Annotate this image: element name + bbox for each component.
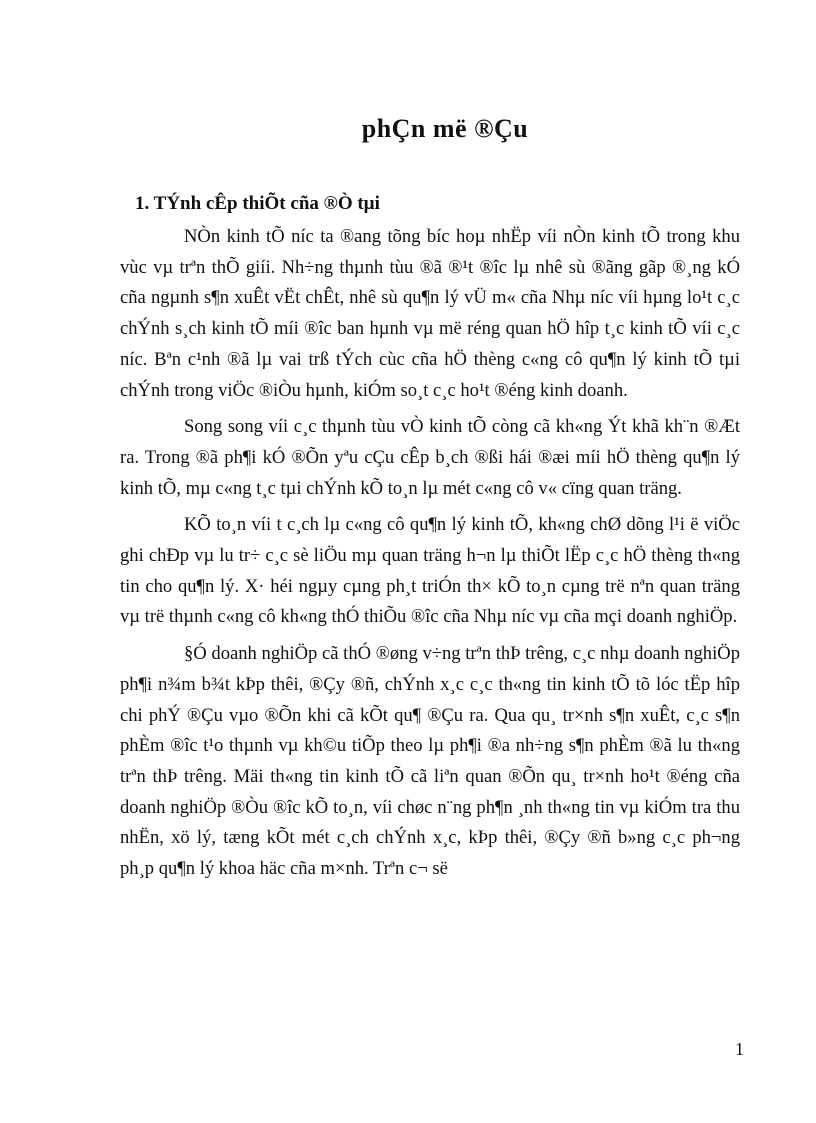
- paragraph: §Ó doanh nghiÖp cã thÓ ®øng v÷ng trªn thÞ trêng, c¸c nhµ doanh nghiÖp ph¶i n¾m b¾t kÞp thêi, ®Çy ®ñ, chÝnh x¸c c¸c th«ng tin kinh tÕ tõ lóc tËp hîp chi phÝ ®Çu vµo ®Õn khi cã kÕt qu¶ ®Çu ra. Qua qu¸ tr×nh s¶n xuÊt, c¸c s¶n phÈm ®îc t¹o thµnh vµ kh©u tiÕp theo lµ ph¶i ®a nh÷ng s¶n phÈm ®ã lu th«ng trªn thÞ trêng. Mäi th«ng tin kinh tÕ cã liªn quan ®Õn qu¸ tr×nh ho¹t ®éng cña doanh nghiÖp ®Òu ®îc kÕ to¸n, víi chøc n¨ng ph¶n ¸nh th«ng tin vµ kiÓm tra thu nhËn, xö lý, tæng kÕt mét c¸ch chÝnh x¸c, kÞp thêi, ®Çy ®ñ b»ng c¸c ph¬ng ph¸p qu¶n lý khoa häc cña m×nh. Trªn c¬ së: [120, 643, 740, 880]
- paragraph: NÒn kinh tÕ níc ta ®ang tõng bíc hoµ nhËp víi nÒn kinh tÕ trong khu vùc vµ trªn thÕ giíi. Nh÷ng thµnh tùu ®ã ®¹t ®îc lµ nhê sù ®ãng gãp ®¸ng kÓ cña ngµnh s¶n xuÊt vËt chÊt, nhê sù qu¶n lý vÜ m« cña Nhµ níc víi hµng lo¹t c¸c chÝnh s¸ch kinh tÕ míi ®îc ban hµnh vµ më réng quan hÖ hîp t¸c kinh tÕ víi c¸c níc. Bªn c¹nh ®ã lµ vai trß tÝch cùc cña hÖ thèng c«ng cô qu¶n lý kinh tÕ tµi chÝnh trong viÖc ®iÒu hµnh, kiÓm so¸t c¸c ho¹t ®éng kinh doanh.: [120, 226, 740, 401]
- paragraph: KÕ to¸n víi t c¸ch lµ c«ng cô qu¶n lý kinh tÕ, kh«ng chØ dõng l¹i ë viÖc ghi chÐp vµ lu tr÷ c¸c sè liÖu mµ quan träng h¬n lµ thiÕt lËp c¸c hÖ thèng th«ng tin cho qu¶n lý. X· héi ngµy cµng ph¸t triÓn th× kÕ to¸n cµng trë nªn quan träng vµ trë thµnh c«ng cô kh«ng thÓ thiÕu ®îc cña Nhµ níc vµ cña mçi doanh nghiÖp.: [120, 514, 740, 628]
- section-heading: 1. TÝnh cÊp thiÕt cña ®Ò tµi: [135, 193, 380, 214]
- page-number: 1: [735, 1039, 744, 1059]
- body-text: [120, 222, 740, 891]
- document-title: phÇn më ®Çu: [361, 114, 529, 143]
- paragraph: Song song víi c¸c thµnh tùu vÒ kinh tÕ còng cã kh«ng Ýt khã kh¨n ®Æt ra. Trong ®ã ph¶i kÓ ®Õn yªu cÇu cÊp b¸ch ®ßi hái ®æi míi hÖ thèng qu¶n lý kinh tÕ, mµ c«ng t¸c tµi chÝnh kÕ to¸n lµ mét c«ng cô v« cïng quan träng.: [120, 416, 740, 499]
